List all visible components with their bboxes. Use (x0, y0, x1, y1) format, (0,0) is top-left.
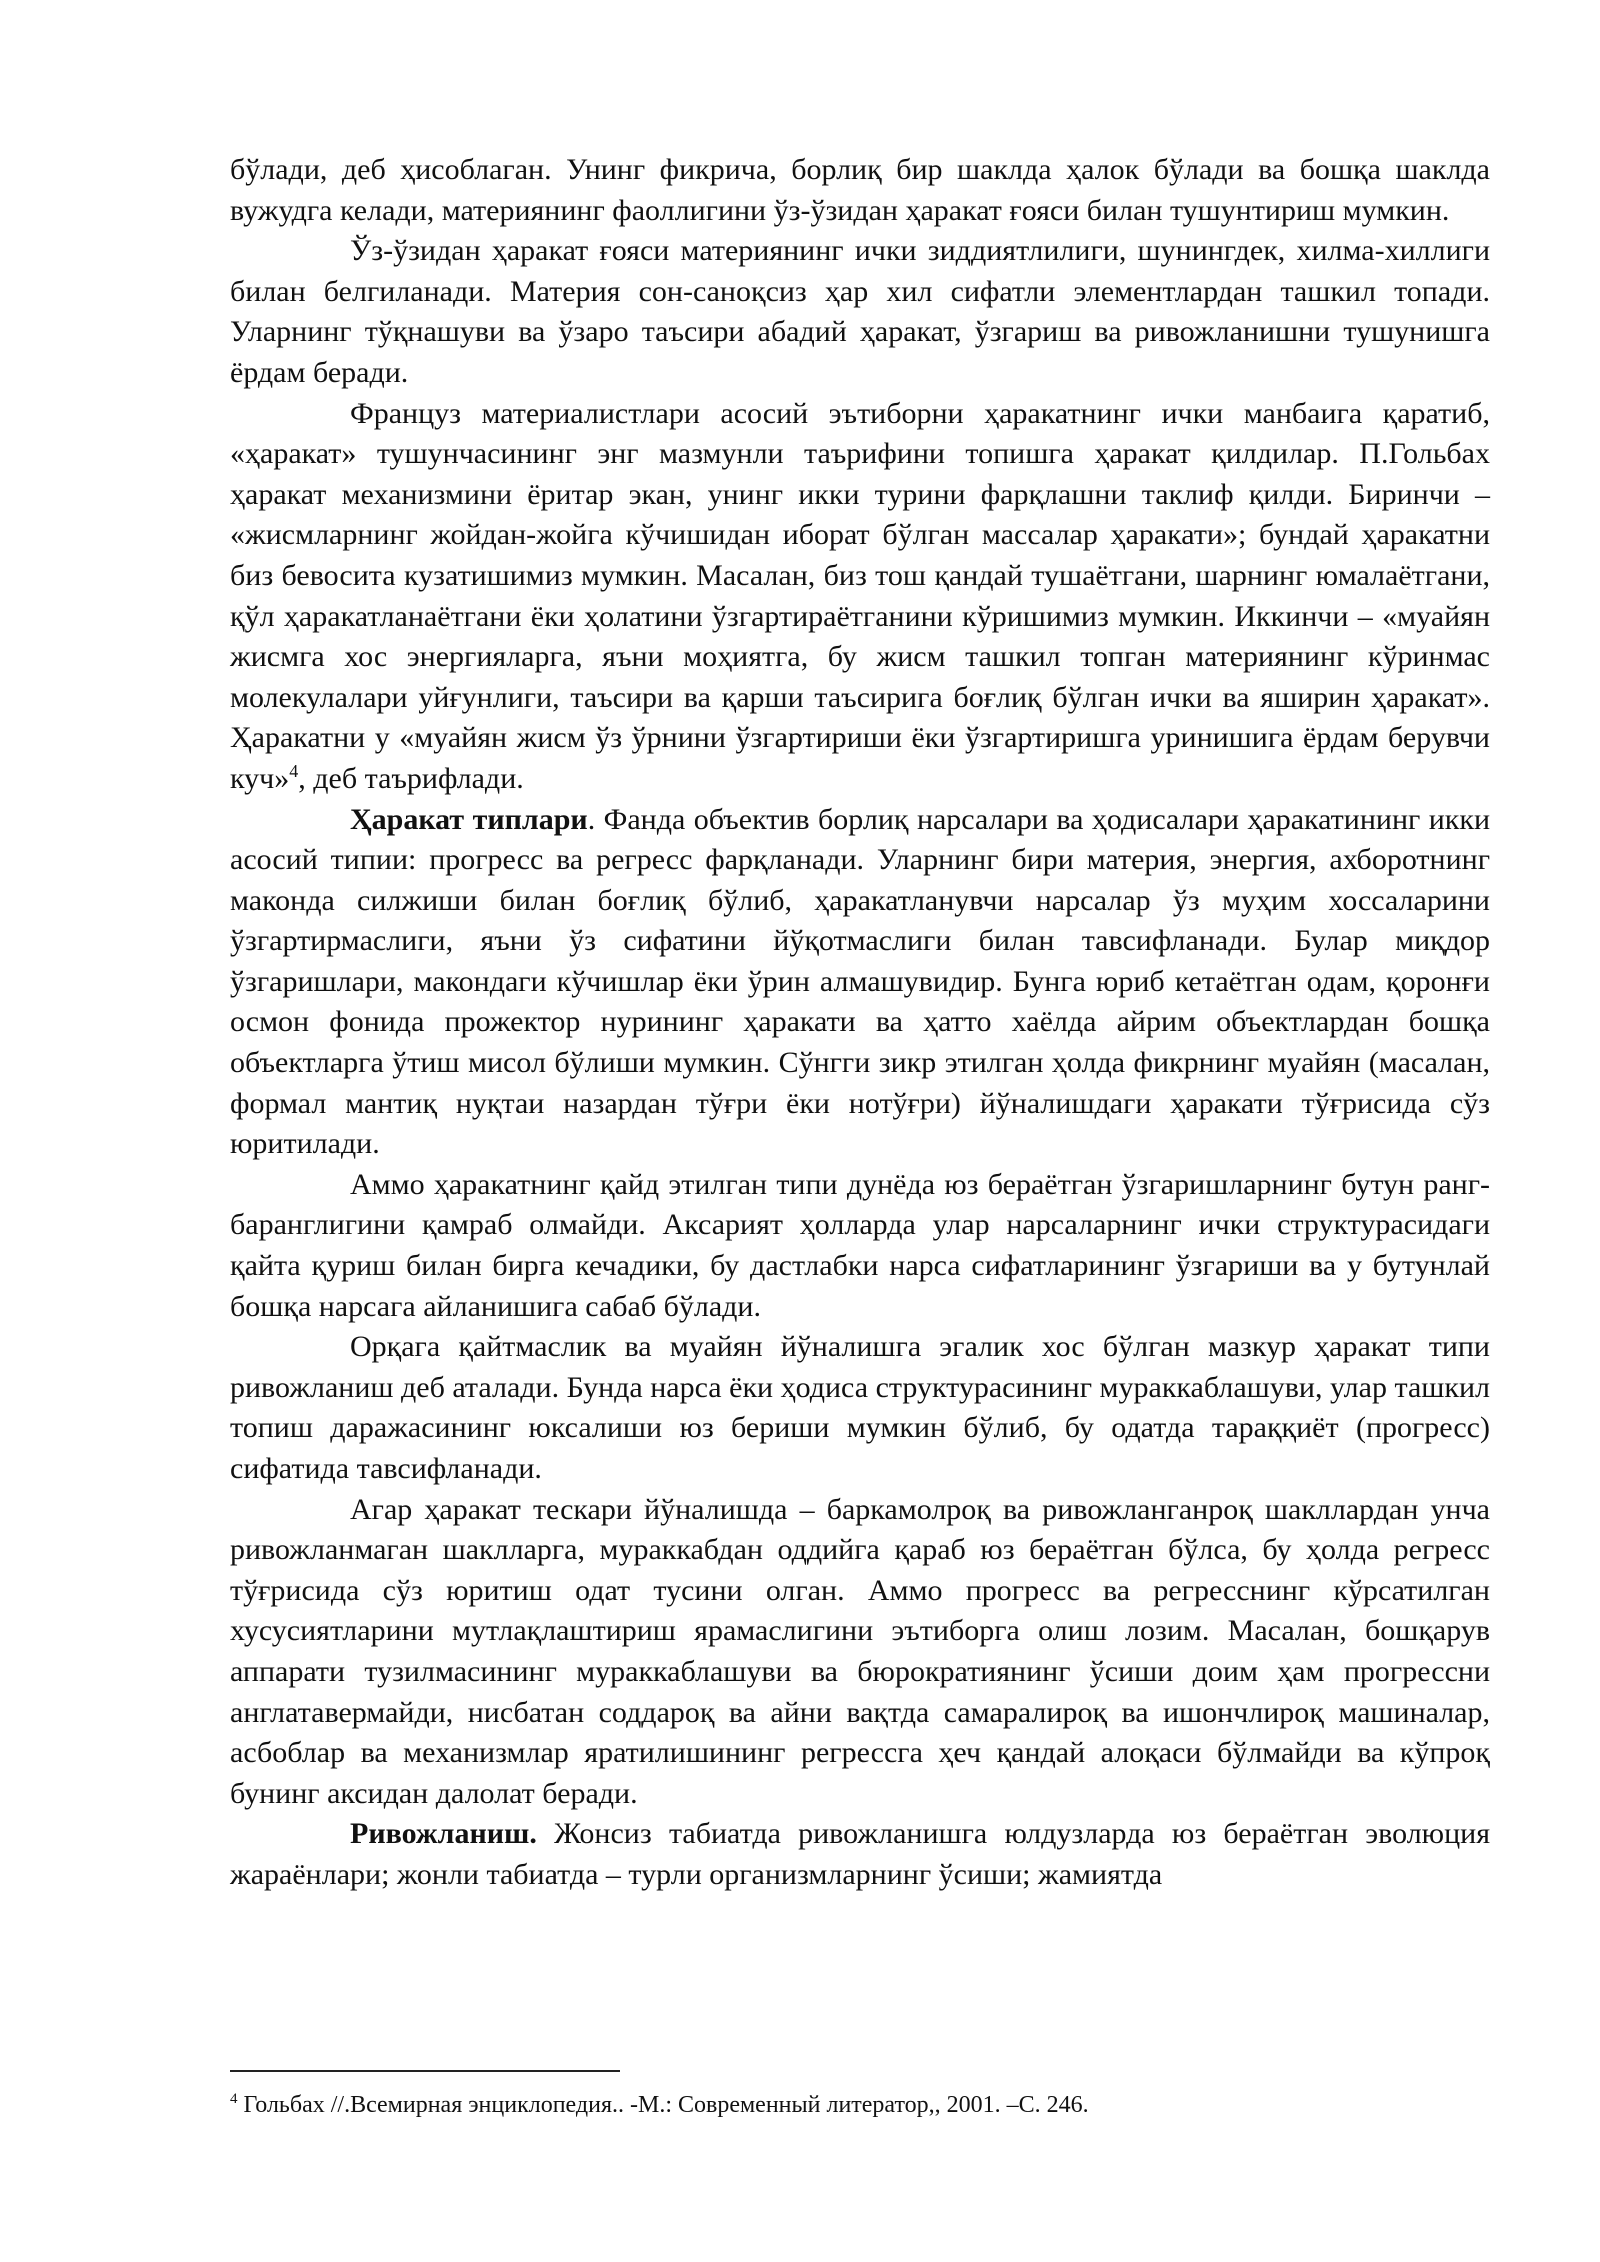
paragraph-3-text: Француз материалистлари асосий эътиборни ҳаракатнинг ички манбаига қаратиб, «ҳаракат» тушунчасининг энг мазмунли таърифини топишга ҳаракат қилдилар. П.Гольбах ҳаракат механизмини ёритар экан, унинг икки турини фарқлашни таклиф қилди. Биринчи – «жисмларнинг жойдан-жойга кўчишидан иборат бўлган массалар ҳаракати»; бундай ҳаракатни биз бевосита кузатишимиз мумкин. Масалан, биз тош қандай тушаётгани, шарнинг юмалаётгани, қўл ҳаракатланаётгани ёки ҳолатини ўзгартираётганини кўришимиз мумкин. Иккинчи – «муайян жисмга хос энергияларга, яъни моҳиятга, бу жисм ташкил топган материянинг кўринмас молекулалари уйғунлиги, таъсири ва қарши таъсирига боғлиқ бўлган ички ва яширин ҳаракат». Ҳаракатни у «муайян жисм ўз ўрнини ўзгартириши ёки ўзгартиришга уринишига ёрдам берувчи куч» (230, 396, 1490, 795)
paragraph-8 (230, 1814, 1490, 1895)
footnote-number: 4 (230, 2091, 238, 2107)
footnote-text: Гольбах //.Всемирная энциклопедия.. -М.: Современный литератор,, 2001. –С. 246. (237, 2092, 1089, 2118)
footnote (230, 2090, 1490, 2120)
footnote-reference: 4 (289, 760, 299, 781)
paragraph-1: бўлади, деб ҳисоблаган. Унинг фикрича, борлиқ бир шаклда ҳалок бўлади ва бошқа шаклда вужудга келади, материянинг фаоллигини ўз-ўзидан ҳаракат ғояси билан тушунтириш мумкин. (230, 153, 1490, 227)
paragraph-2: Ўз-ўзидан ҳаракат ғояси материянинг ички зиддиятлилиги, шунингдек, хилма-хиллиги билан белгиланади. Материя сон-саноқсиз ҳар хил сифатли элементлардан ташкил топади. Уларнинг тўқнашуви ва ўзаро таъсири абадий ҳаракат, ўзгариш ва ривожланишни тушунишга ёрдам беради. (230, 234, 1490, 389)
paragraph-4 (230, 800, 1490, 1165)
paragraph-5: Аммо ҳаракатнинг қайд этилган типи дунёда юз бераётган ўзгаришларнинг бутун ранг-баранглигини қамраб олмайди. Аксарият ҳолларда улар нарсаларнинг ички структурасидаги қайта қуриш билан бирга кечадики, бу дастлабки нарса сифатларининг ўзгариши ва у бутунлай бошқа нарсага айланишига сабаб бўлади. (230, 1167, 1490, 1323)
document-body (230, 150, 1490, 1896)
section-heading-development: Ривожланиш. (350, 1817, 537, 1851)
paragraph-7: Агар ҳаракат тескари йўналишда – баркамолроқ ва ривожланганроқ шакллардан унча ривожланмаган шаклларга, мураккабдан оддийга қараб юз бераётган бўлса, бу ҳолда регресс тўғрисида сўз юритиш одат тусини олган. Аммо прогресс ва регресснинг кўрсатилган хусусиятларини мутлақлаштириш ярамаслигини эътиборга олиш лозим. Масалан, бошқарув аппарати тузилмасининг мураккаблашуви ва бюрократиянинг ўсиши доим ҳам прогрессни англатавермайди, нисбатан соддароқ ва айни вақтда самаралироқ ва ишончлироқ машиналар, асбоблар ва механизмлар яратилишининг регрессга ҳеч қандай алоқаси бўлмайди ва кўпроқ бунинг аксидан далолат беради. (230, 1492, 1490, 1810)
footnote-separator (230, 2070, 620, 2072)
paragraph-3-tail: , деб таърифлади. (298, 761, 524, 795)
section-heading-movement-types: Ҳаракат типлари (350, 802, 588, 836)
paragraph-3 (230, 394, 1490, 800)
paragraph-8-text: Жонсиз табиатда ривожланишга юлдузларда юз бераётган эволюция жараёнлари; жонли табиатда – турли организмларнинг ўсиши; жамиятда (230, 1817, 1490, 1891)
paragraph-6: Орқага қайтмаслик ва муайян йўналишга эгалик хос бўлган мазкур ҳаракат типи ривожланиш деб аталади. Бунда нарса ёки ҳодиса структурасининг мураккаблашуви, улар ташкил топиш даражасининг юксалиши юз бериши мумкин бўлиб, бу одатда тараққиёт (прогресс) сифатида тавсифланади. (230, 1330, 1490, 1485)
paragraph-4-text: . Фанда объектив борлиқ нарсалари ва ҳодисалари ҳаракатининг икки асосий типии: прогресс ва регресс фарқланади. Уларнинг бири материя, энергия, ахборотнинг маконда силжиши билан боғлиқ бўлиб, ҳаракатланувчи нарсалар ўз муҳим хоссаларини ўзгартирмаслиги, яъни ўз сифатини йўқотмаслиги билан тавсифланади. Булар миқдор ўзгаришлари, макондаги кўчишлар ёки ўрин алмашувидир. Бунга юриб кетаётган одам, қоронғи осмон фонида прожектор нурининг ҳаракати ва ҳатто хаёлда айрим объектлардан бошқа объектларга ўтиш мисол бўлиши мумкин. Сўнгги зикр этилган ҳолда фикрнинг муайян (масалан, формал мантиқ нуқтаи назардан тўғри ёки нотўғри) йўналишдаги ҳаракати тўғрисида сўз юритилади. (230, 802, 1491, 1161)
